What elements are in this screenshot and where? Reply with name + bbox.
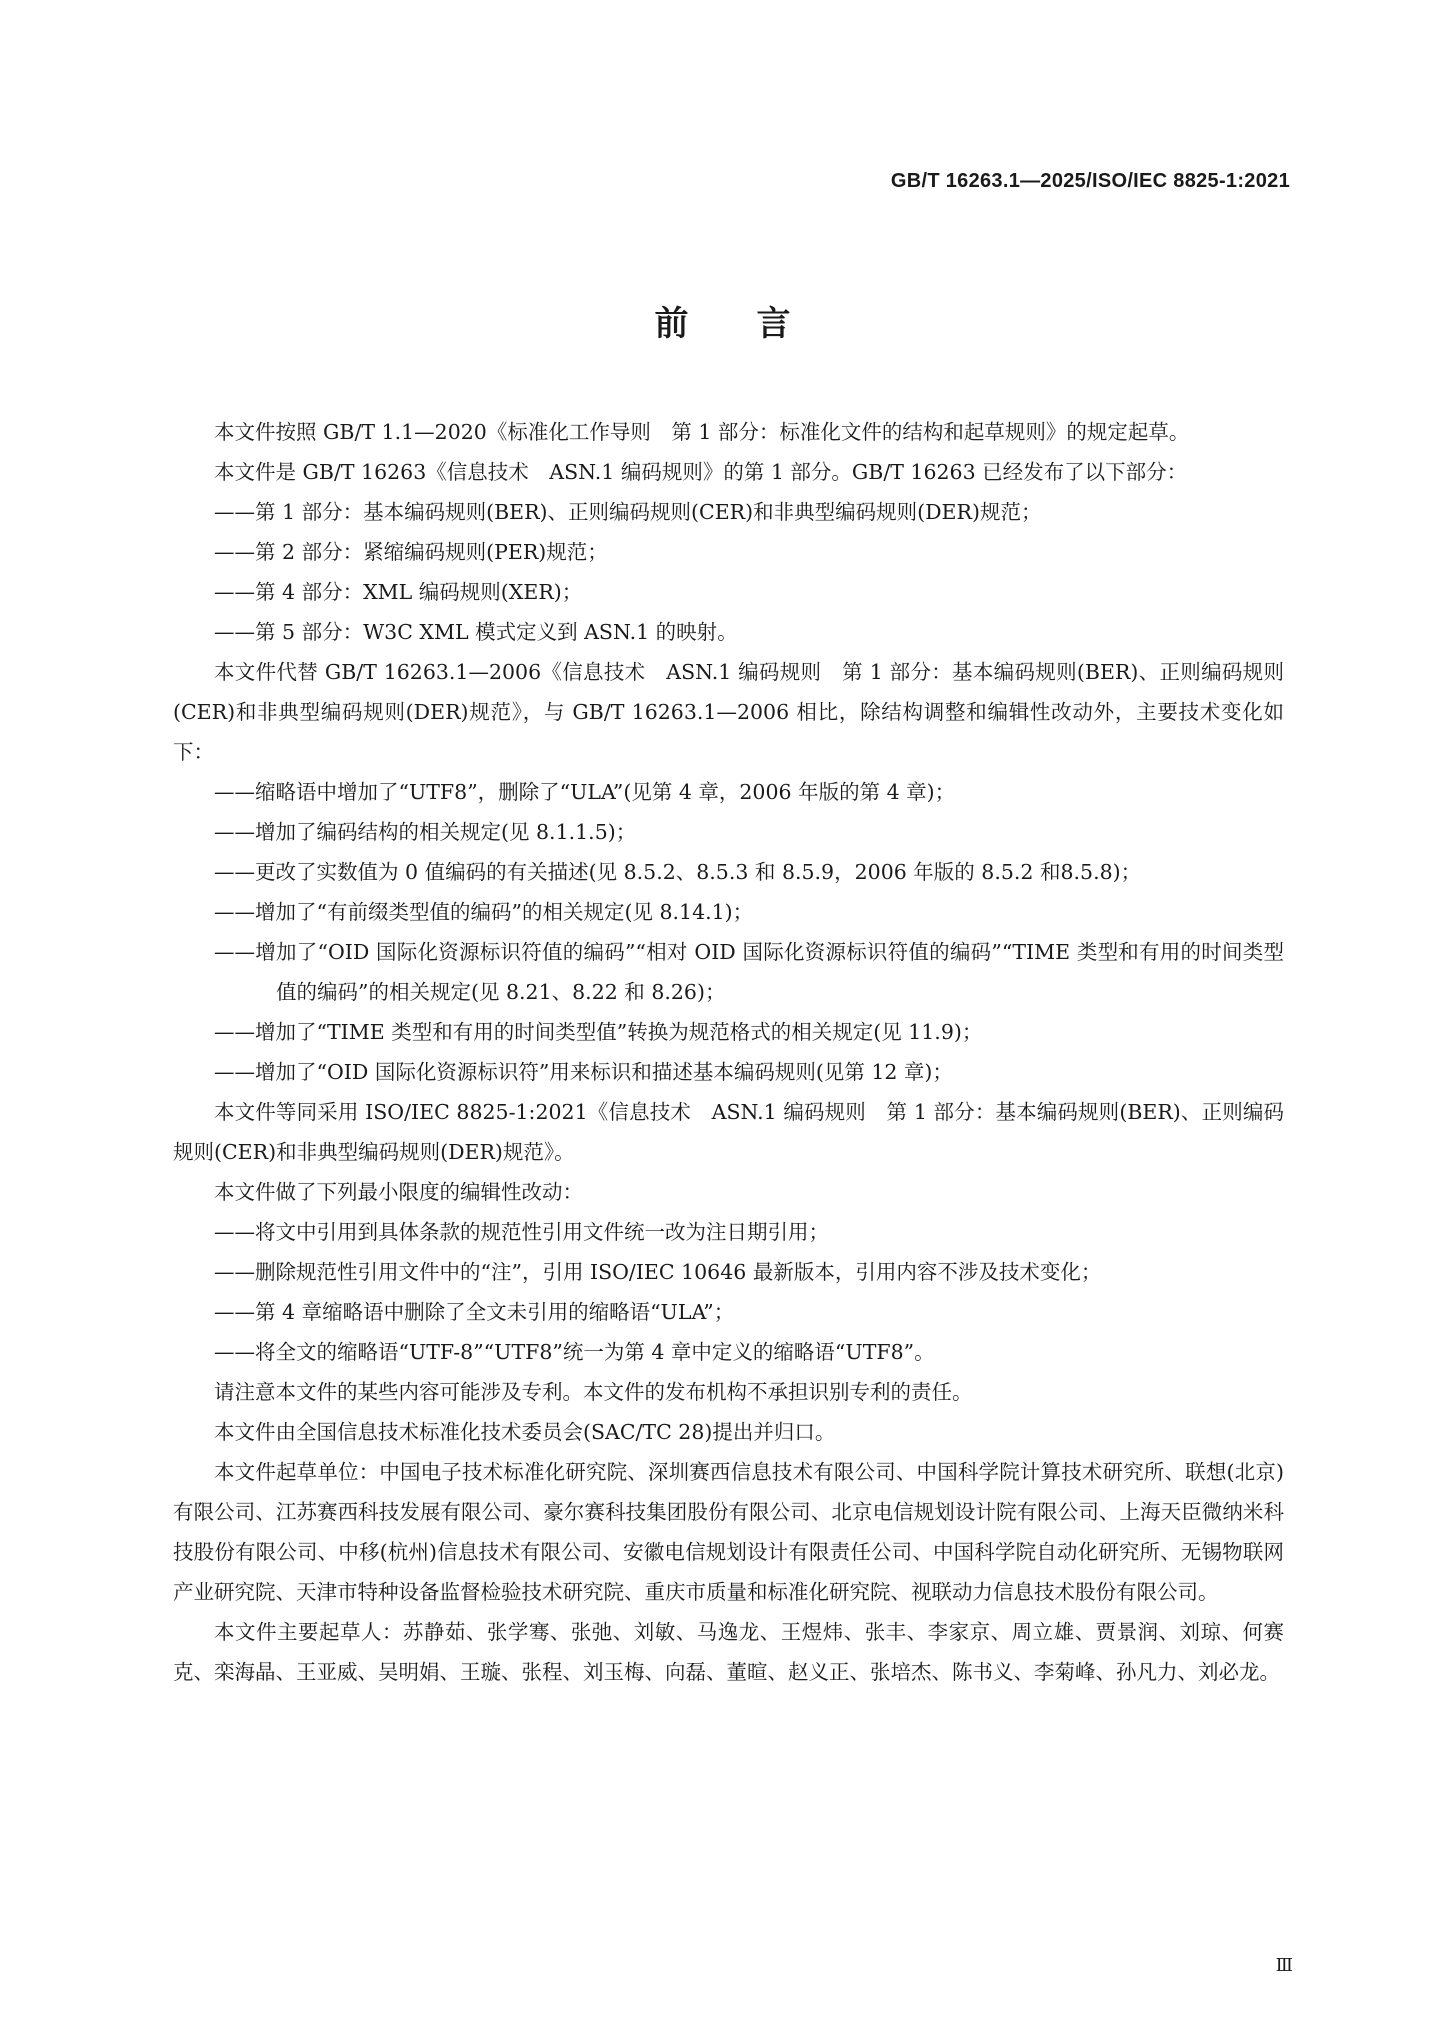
list-item: ——第 4 部分：XML 编码规则(XER)； bbox=[214, 580, 583, 604]
foreword-body bbox=[173, 412, 1284, 1692]
page-title: 前言 bbox=[654, 304, 859, 344]
document-code-header: GB/T 16263.1—2025/ISO/IEC 8825-1:2021 bbox=[890, 170, 1290, 192]
list-item: ——第 2 部分：紧缩编码规则(PER)规范； bbox=[214, 540, 608, 564]
paragraph: 本文件等同采用 ISO/IEC 8825-1:2021《信息技术 ASN.1 编码规则 第 1 部分：基本编码规则(BER)、正则编码规则(CER)和非典型编码规则(DER)规范》。 bbox=[173, 1100, 1284, 1164]
page-number: Ⅲ bbox=[1275, 1955, 1293, 1976]
paragraph: 本文件由全国信息技术标准化技术委员会(SAC/TC 28)提出并归口。 bbox=[214, 1420, 836, 1444]
paragraph: 本文件主要起草人：苏静茹、张学骞、张弛、刘敏、马逸龙、王煜炜、张丰、李家京、周立雄、贾景润、刘琼、何赛克、栾海晶、王亚威、吴明娟、王璇、张程、刘玉梅、向磊、董暄、赵义正、张培杰、陈书义、李菊峰、孙凡力、刘必龙。 bbox=[173, 1620, 1284, 1684]
list-item: ——增加了编码结构的相关规定(见 8.1.1.5)； bbox=[214, 820, 637, 844]
list-item: ——删除规范性引用文件中的“注”，引用 ISO/IEC 10646 最新版本，引用内容不涉及技术变化； bbox=[214, 1260, 1102, 1284]
list-item: ——增加了“OID 国际化资源标识符”用来标识和描述基本编码规则(见第 12 章)； bbox=[214, 1060, 953, 1084]
list-item: ——缩略语中增加了“UTF8”，删除了“ULA”(见第 4 章，2006 年版的第 4 章)； bbox=[214, 780, 956, 804]
paragraph: 请注意本文件的某些内容可能涉及专利。本文件的发布机构不承担识别专利的责任。 bbox=[214, 1380, 973, 1404]
paragraph: 本文件起草单位：中国电子技术标准化研究院、深圳赛西信息技术有限公司、中国科学院计算技术研究所、联想(北京)有限公司、江苏赛西科技发展有限公司、豪尔赛科技集团股份有限公司、北京电信规划设计院有限公司、上海天臣微纳米科技股份有限公司、中移(杭州)信息技术有限公司、安徽电信规划设计有限责任公司、中国科学院自动化研究所、无锡物联网产业研究院、天津市特种设备监督检验技术研究院、重庆市质量和标准化研究院、视联动力信息技术股份有限公司。 bbox=[173, 1460, 1284, 1604]
list-item: ——更改了实数值为 0 值编码的有关描述(见 8.5.2、8.5.3 和 8.5.9，2006 年版的 8.5.2 和8.5.8)； bbox=[214, 860, 1142, 884]
paragraph: 本文件是 GB/T 16263《信息技术 ASN.1 编码规则》的第 1 部分。GB/T 16263 已经发布了以下部分： bbox=[214, 460, 1188, 484]
list-item: ——第 5 部分：W3C XML 模式定义到 ASN.1 的映射。 bbox=[214, 620, 738, 644]
paragraph: 本文件代替 GB/T 16263.1—2006《信息技术 ASN.1 编码规则 第 1 部分：基本编码规则(BER)、正则编码规则(CER)和非典型编码规则(DER)规范》，与 GB/T 16263.1—2006 相比，除结构调整和编辑性改动外，主要技术变化如下： bbox=[173, 660, 1284, 764]
list-item: ——增加了“OID 国际化资源标识符值的编码”“相对 OID 国际化资源标识符值的编码”“TIME 类型和有用的时间类型值的编码”的相关规定(见 8.21、8.22 和 8.26)； bbox=[214, 940, 1284, 1004]
list-item: ——增加了“TIME 类型和有用的时间类型值”转换为规范格式的相关规定(见 11.9)； bbox=[214, 1020, 983, 1044]
paragraph: 本文件做了下列最小限度的编辑性改动： bbox=[214, 1180, 583, 1204]
list-item: ——增加了“有前缀类型值的编码”的相关规定(见 8.14.1)； bbox=[214, 900, 754, 924]
list-item: ——第 1 部分：基本编码规则(BER)、正则编码规则(CER)和非典型编码规则(DER)规范； bbox=[214, 500, 1042, 524]
list-item: ——将全文的缩略语“UTF-8”“UTF8”统一为第 4 章中定义的缩略语“UTF8”。 bbox=[214, 1340, 935, 1364]
paragraph: 本文件按照 GB/T 1.1—2020《标准化工作导则 第 1 部分：标准化文件的结构和起草规则》的规定起草。 bbox=[214, 420, 1190, 444]
list-item: ——将文中引用到具体条款的规范性引用文件统一改为注日期引用； bbox=[214, 1220, 829, 1244]
list-item: ——第 4 章缩略语中删除了全文未引用的缩略语“ULA”； bbox=[214, 1300, 735, 1324]
